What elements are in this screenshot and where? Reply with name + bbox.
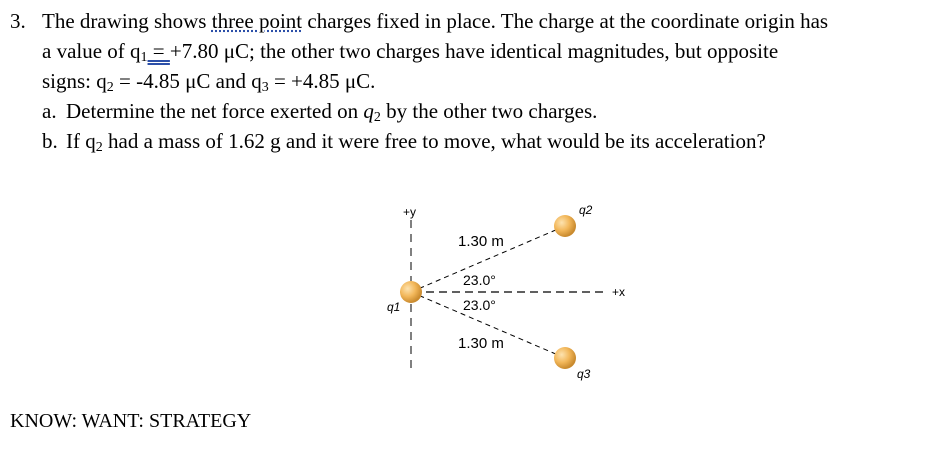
stem-text-2: charges fixed in place. The charge at the coordinate origin has <box>302 9 829 33</box>
q3-label: q3 <box>577 367 591 381</box>
plus-x-label: +x <box>612 285 626 299</box>
part-a-text-1: Determine the net force exerted on <box>66 99 364 123</box>
plus-y-label: +y <box>403 205 417 219</box>
part-b-text-1: If q <box>66 129 96 153</box>
problem-number: 3. <box>10 9 26 33</box>
part-a-q: q <box>363 99 374 123</box>
part-a-text-2: by the other two charges. <box>380 99 598 123</box>
charge-q1 <box>400 281 422 303</box>
angle-bottom-label: 23.0° <box>463 297 496 313</box>
line3-text-b: = -4.85 μC and q <box>113 69 262 93</box>
distance-bottom-label: 1.30 m <box>458 335 504 352</box>
part-a-subscript: 2 <box>373 110 381 125</box>
part-b-text-2: had a mass of 1.62 g and it were free to move, what would be its acceleration? <box>102 129 766 153</box>
footer-text: KNOW: WANT: STRATEGY <box>10 410 252 432</box>
charge-q3 <box>554 347 576 369</box>
line2-text-a: a value of q <box>42 39 141 63</box>
angle-top-label: 23.0° <box>463 272 496 288</box>
line3-text-a: signs: q <box>42 69 107 93</box>
q1-subscript: 1 <box>140 50 148 65</box>
charge-q2 <box>554 215 576 237</box>
part-a-label: a. <box>42 99 57 123</box>
stem-link: three point <box>211 9 303 33</box>
line2-equals: = <box>147 39 170 63</box>
line2-text-b: +7.80 μC; the other two charges have identical magnitudes, but opposite <box>169 39 779 63</box>
q2-label: q2 <box>579 203 593 217</box>
part-b-subscript: 2 <box>95 140 103 155</box>
part-b-label: b. <box>42 129 58 153</box>
q2-subscript: 2 <box>106 80 114 95</box>
stem-text-1: The drawing shows <box>42 9 212 33</box>
line3-text-c: = +4.85 μC. <box>268 69 376 93</box>
q1-label: q1 <box>387 300 401 314</box>
distance-top-label: 1.30 m <box>458 233 504 250</box>
q3-subscript: 3 <box>261 80 269 95</box>
